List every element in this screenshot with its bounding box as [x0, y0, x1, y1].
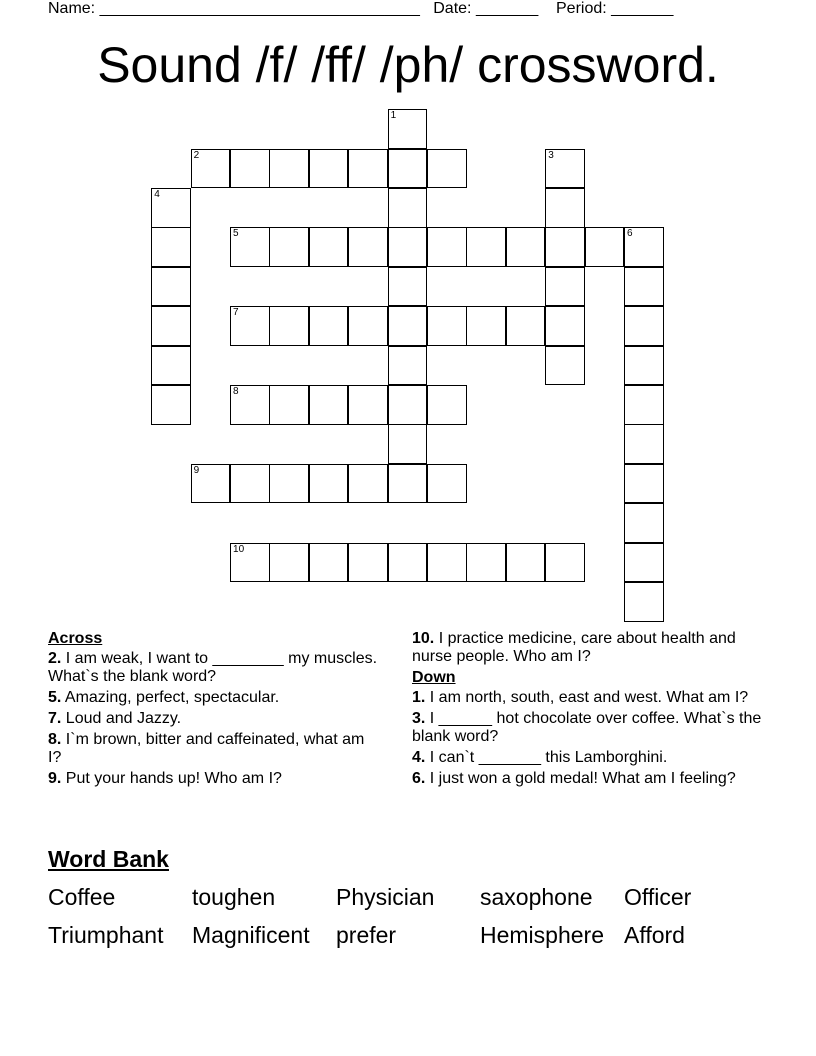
clue-text: Loud and Jazzy.	[61, 710, 182, 727]
clue-label: 4.	[412, 749, 426, 766]
grid-cell[interactable]	[309, 543, 349, 583]
word-bank-word: Physician	[336, 884, 435, 910]
clue	[48, 710, 378, 728]
grid-cell[interactable]	[545, 346, 585, 386]
grid-cell[interactable]	[309, 306, 349, 346]
grid-cell[interactable]	[506, 227, 546, 267]
grid-cell[interactable]	[506, 543, 546, 583]
clue	[412, 710, 762, 746]
grid-cell[interactable]	[348, 385, 388, 425]
down-clues	[412, 630, 762, 791]
grid-cell[interactable]	[269, 385, 309, 425]
word-bank-word: Coffee	[48, 884, 116, 910]
grid-cell[interactable]	[388, 306, 428, 346]
grid-cell[interactable]	[624, 306, 664, 346]
clue-label: 7.	[48, 710, 62, 727]
clue-text: Put your hands up! Who am I?	[61, 770, 282, 787]
word-bank-word: Afford	[624, 922, 685, 948]
grid-cell[interactable]	[466, 227, 506, 267]
grid-cell[interactable]	[545, 543, 585, 583]
grid-cell[interactable]	[585, 227, 625, 267]
grid-cell[interactable]	[269, 149, 309, 189]
clue-label: 10.	[412, 630, 435, 647]
across-clues	[48, 630, 378, 791]
grid-cell[interactable]	[545, 188, 585, 228]
grid-cell[interactable]	[191, 149, 231, 189]
clue-number: 4	[154, 189, 160, 201]
grid-cell[interactable]	[230, 543, 270, 583]
grid-cell[interactable]	[624, 503, 664, 543]
grid-cell[interactable]	[151, 188, 191, 228]
grid-cell[interactable]	[230, 306, 270, 346]
grid-cell[interactable]	[624, 424, 664, 464]
grid-cell[interactable]	[151, 346, 191, 386]
grid-cell[interactable]	[151, 267, 191, 307]
clue	[412, 770, 762, 788]
clue	[412, 630, 762, 666]
clue-text: I`m brown, bitter and caffeinated, what am I?	[48, 731, 365, 766]
clue	[48, 731, 378, 767]
grid-cell[interactable]	[230, 385, 270, 425]
clue-number: 7	[233, 307, 239, 319]
clue-number: 8	[233, 386, 239, 398]
grid-cell[interactable]	[269, 543, 309, 583]
grid-cell[interactable]	[388, 149, 428, 189]
grid-cell[interactable]	[545, 149, 585, 189]
clue-label: 2.	[48, 650, 62, 667]
clue-number: 2	[193, 149, 200, 161]
clue-label: 6.	[412, 770, 426, 787]
grid-cell[interactable]	[388, 188, 428, 228]
clue-text: I can`t _______ this Lamborghini.	[425, 749, 668, 766]
grid-cell[interactable]	[348, 543, 388, 583]
word-bank-word: Triumphant	[48, 922, 164, 948]
grid-cell[interactable]	[348, 306, 388, 346]
clue-label: 9.	[48, 770, 62, 787]
grid-cell[interactable]	[545, 227, 585, 267]
clue	[48, 770, 378, 788]
grid-cell[interactable]	[466, 306, 506, 346]
clue-text: I practice medicine, care about health and nurse people. Who am I?	[412, 630, 736, 665]
grid-cell[interactable]	[388, 346, 428, 386]
grid-cell[interactable]	[348, 464, 388, 504]
word-bank-word: Magnificent	[192, 922, 310, 948]
header-line: Name: ____________________________________ Date: _______ Period: _______	[48, 0, 674, 17]
grid-cell[interactable]	[309, 464, 349, 504]
word-bank-word: prefer	[336, 922, 397, 948]
grid-cell[interactable]	[151, 385, 191, 425]
clue-number: 9	[193, 464, 200, 476]
clue	[412, 689, 762, 707]
grid-cell[interactable]	[230, 227, 270, 267]
grid-cell[interactable]	[624, 464, 664, 504]
word-bank-title: Word Bank	[48, 846, 169, 872]
down-heading: Down	[412, 669, 456, 686]
grid-cell[interactable]	[388, 543, 428, 583]
grid-cell[interactable]	[388, 464, 428, 504]
grid-cell[interactable]	[624, 346, 664, 386]
grid-cell[interactable]	[427, 149, 467, 189]
grid-cell[interactable]	[269, 306, 309, 346]
grid-cell[interactable]	[427, 227, 467, 267]
clue-text: Amazing, perfect, spectacular.	[61, 689, 280, 706]
grid-cell[interactable]	[388, 385, 428, 425]
grid-cell[interactable]	[427, 464, 467, 504]
grid-cell[interactable]	[388, 227, 428, 267]
word-bank-word: saxophone	[480, 884, 593, 910]
grid-cell[interactable]	[545, 267, 585, 307]
clue-label: 1.	[412, 689, 426, 706]
grid-cell[interactable]	[230, 464, 270, 504]
across-heading: Across	[48, 630, 103, 647]
grid-cell[interactable]	[624, 385, 664, 425]
grid-cell[interactable]	[427, 543, 467, 583]
grid-cell[interactable]	[388, 424, 428, 464]
grid-cell[interactable]	[624, 582, 664, 622]
grid-cell[interactable]	[151, 227, 191, 267]
grid-cell[interactable]	[191, 464, 231, 504]
clue	[412, 749, 762, 767]
grid-cell[interactable]	[230, 149, 270, 189]
grid-cell[interactable]	[348, 227, 388, 267]
grid-cell[interactable]	[624, 267, 664, 307]
clue-text: I am weak, I want to ________ my muscles. What`s the blank word?	[48, 650, 378, 685]
word-bank-word: toughen	[192, 884, 276, 910]
grid-cell[interactable]	[545, 306, 585, 346]
page-title: Sound /f/ /ff/ /ph/ crossword.	[97, 37, 719, 93]
clue-number: 5	[233, 228, 239, 240]
clue-text: I am north, south, east and west. What am I?	[425, 689, 749, 706]
grid-cell[interactable]	[309, 385, 349, 425]
grid-cell[interactable]	[388, 267, 428, 307]
clue	[48, 650, 378, 686]
grid-cell[interactable]	[506, 306, 546, 346]
clue-text: I just won a gold medal! What am I feeling?	[425, 770, 736, 787]
clue-label: 5.	[48, 689, 62, 706]
grid-cell[interactable]	[427, 306, 467, 346]
grid-cell[interactable]	[269, 464, 309, 504]
clue	[48, 689, 378, 707]
grid-cell[interactable]	[427, 385, 467, 425]
grid-cell[interactable]	[624, 227, 664, 267]
grid-cell[interactable]	[348, 149, 388, 189]
grid-cell[interactable]	[309, 227, 349, 267]
clue-number: 1	[390, 110, 397, 122]
clue-number: 3	[548, 149, 554, 161]
grid-cell[interactable]	[151, 306, 191, 346]
grid-cell[interactable]	[388, 109, 428, 149]
grid-cell[interactable]	[269, 227, 309, 267]
grid-cell[interactable]	[309, 149, 349, 189]
grid-cell[interactable]	[466, 543, 506, 583]
clue-text: I ______ hot chocolate over coffee. What`s the blank word?	[412, 710, 762, 745]
clue-number: 6	[627, 228, 633, 240]
clue-number: 10	[233, 543, 245, 555]
word-bank-word: Hemisphere	[480, 922, 604, 948]
grid-cell[interactable]	[624, 543, 664, 583]
clue-label: 3.	[412, 710, 426, 727]
word-bank-word: Officer	[624, 884, 692, 910]
clue-label: 8.	[48, 731, 62, 748]
